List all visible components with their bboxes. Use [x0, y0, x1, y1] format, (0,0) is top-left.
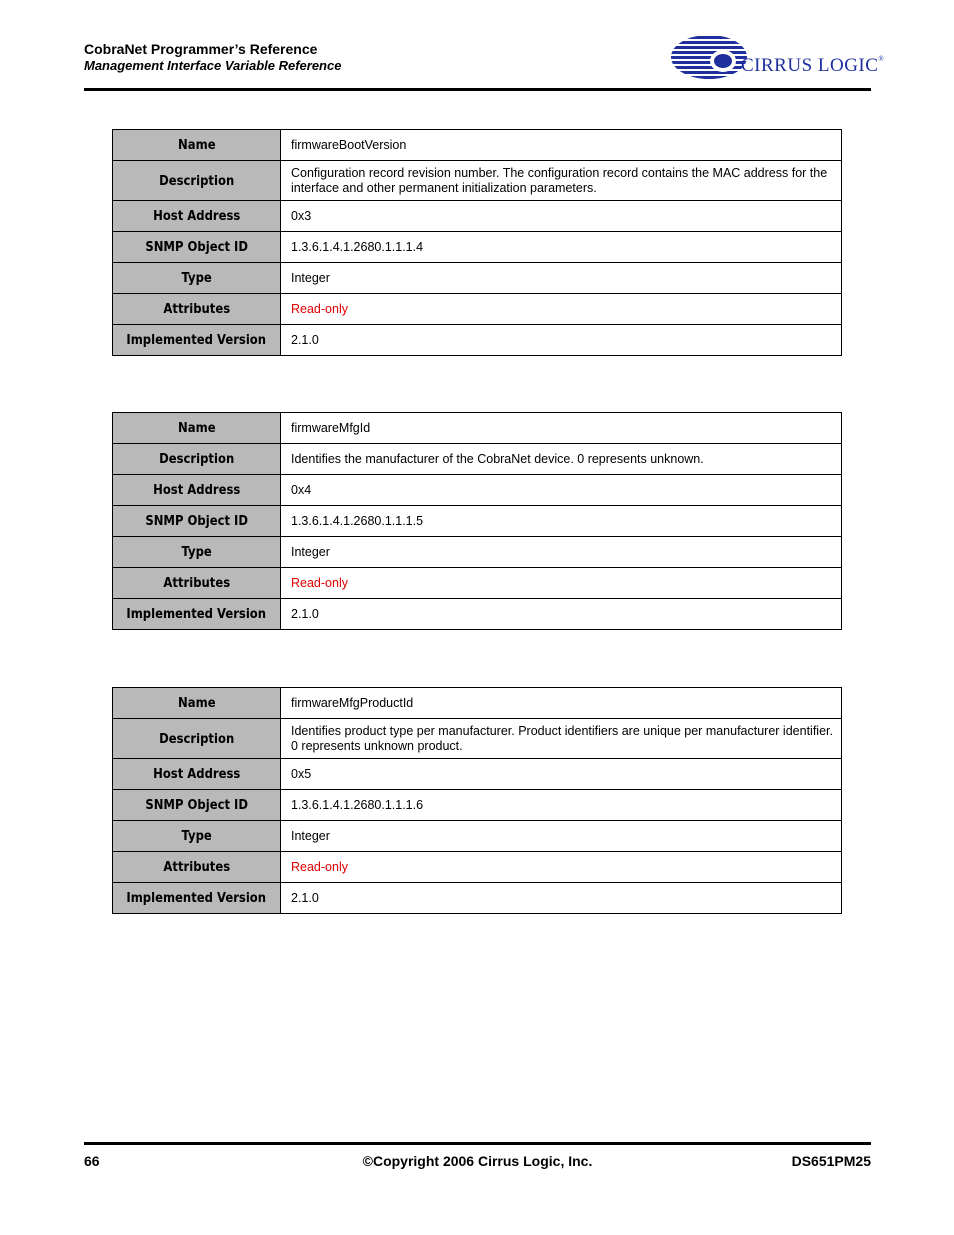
row-label: SNMP Object ID — [113, 506, 281, 537]
header-divider — [84, 88, 871, 91]
row-label: Name — [113, 688, 281, 719]
row-label: Type — [113, 263, 281, 294]
row-label: Description — [113, 444, 281, 475]
table-row — [113, 537, 842, 568]
row-label: Implemented Version — [113, 325, 281, 356]
table-row — [113, 790, 842, 821]
row-label: Host Address — [113, 201, 281, 232]
implemented-version-value: 2.1.0 — [281, 325, 842, 356]
attributes-value: Read-only — [281, 294, 842, 325]
logo-text: CIRRUS LOGIC — [741, 55, 879, 76]
row-label: Host Address — [113, 475, 281, 506]
table-row — [113, 263, 842, 294]
row-label: Name — [113, 130, 281, 161]
table-row — [113, 688, 842, 719]
table-row — [113, 201, 842, 232]
table-row — [113, 232, 842, 263]
document-subtitle: Management Interface Variable Reference — [84, 58, 342, 73]
implemented-version-value: 2.1.0 — [281, 599, 842, 630]
table-row — [113, 852, 842, 883]
description-value: Identifies the manufacturer of the CobraNet device. 0 represents unknown. — [281, 444, 842, 475]
description-value: Identifies product type per manufacturer. Product identifiers are unique per manufacturer identifier. 0 represents unknown product. — [281, 719, 842, 759]
table-row — [113, 325, 842, 356]
implemented-version-value: 2.1.0 — [281, 883, 842, 914]
table-row — [113, 413, 842, 444]
footer-divider — [84, 1142, 871, 1145]
table-row — [113, 599, 842, 630]
name-value: firmwareBootVersion — [281, 130, 842, 161]
row-label: Description — [113, 161, 281, 201]
row-label: SNMP Object ID — [113, 790, 281, 821]
table-row — [113, 759, 842, 790]
host-address-value: 0x4 — [281, 475, 842, 506]
copyright-notice: ©Copyright 2006 Cirrus Logic, Inc. — [362, 1153, 593, 1169]
row-label: Type — [113, 821, 281, 852]
variable-table-firmware-boot-version — [112, 129, 842, 356]
table-row — [113, 821, 842, 852]
description-value: Configuration record revision number. The configuration record contains the MAC address for the interface and other permanent initialization parameters. — [281, 161, 842, 201]
row-label: Attributes — [113, 852, 281, 883]
registered-mark: ® — [878, 55, 885, 63]
snmp-object-id-value: 1.3.6.1.4.1.2680.1.1.1.6 — [281, 790, 842, 821]
type-value: Integer — [281, 263, 842, 294]
type-value: Integer — [281, 537, 842, 568]
row-label: SNMP Object ID — [113, 232, 281, 263]
snmp-object-id-value: 1.3.6.1.4.1.2680.1.1.1.5 — [281, 506, 842, 537]
type-value: Integer — [281, 821, 842, 852]
table-row — [113, 883, 842, 914]
table-row — [113, 444, 842, 475]
name-value: firmwareMfgProductId — [281, 688, 842, 719]
row-label: Implemented Version — [113, 883, 281, 914]
globe-logo-icon — [665, 33, 749, 81]
row-label: Type — [113, 537, 281, 568]
table-row — [113, 719, 842, 759]
table-row — [113, 506, 842, 537]
attributes-value: Read-only — [281, 852, 842, 883]
row-label: Description — [113, 719, 281, 759]
table-row — [113, 161, 842, 201]
row-label: Name — [113, 413, 281, 444]
table-row — [113, 475, 842, 506]
table-row — [113, 130, 842, 161]
snmp-object-id-value: 1.3.6.1.4.1.2680.1.1.1.4 — [281, 232, 842, 263]
row-label: Attributes — [113, 294, 281, 325]
host-address-value: 0x5 — [281, 759, 842, 790]
cirrus-logic-logo — [665, 33, 885, 81]
row-label: Host Address — [113, 759, 281, 790]
document-id: DS651PM25 — [791, 1153, 871, 1169]
row-label: Attributes — [113, 568, 281, 599]
variable-table-firmware-mfg-product-id — [112, 687, 842, 914]
host-address-value: 0x3 — [281, 201, 842, 232]
document-title: CobraNet Programmer’s Reference — [84, 41, 318, 57]
attributes-value: Read-only — [281, 568, 842, 599]
page-number: 66 — [84, 1153, 100, 1169]
row-label: Implemented Version — [113, 599, 281, 630]
name-value: firmwareMfgId — [281, 413, 842, 444]
table-row — [113, 294, 842, 325]
table-row — [113, 568, 842, 599]
variable-table-firmware-mfg-id — [112, 412, 842, 630]
